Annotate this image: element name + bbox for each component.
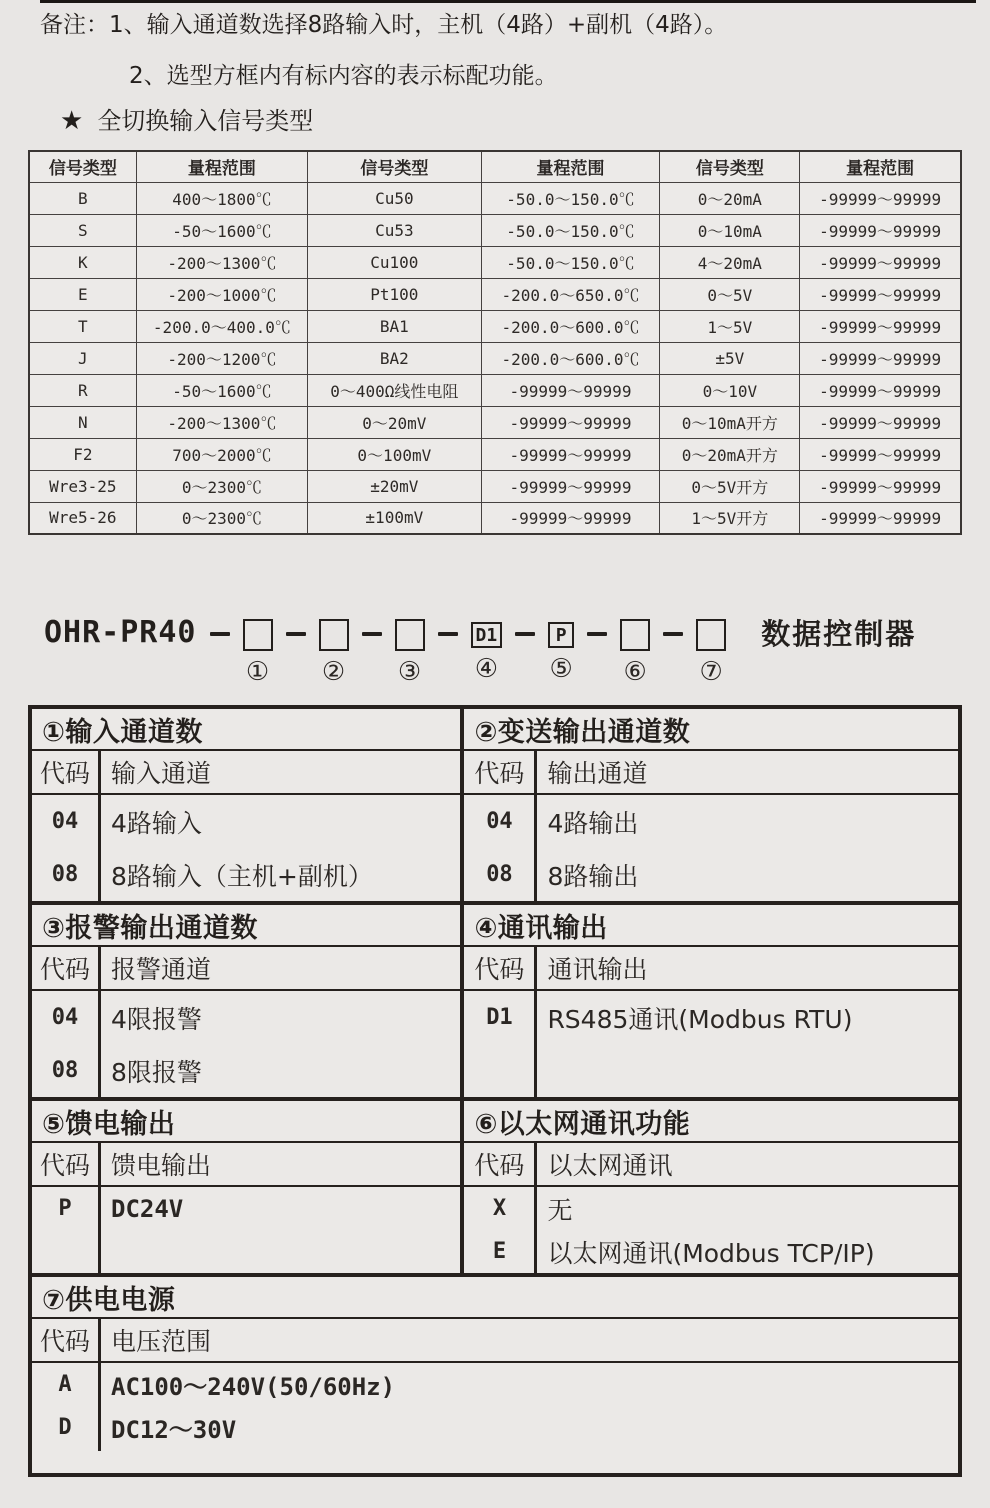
range-cell: -99999～99999: [800, 438, 961, 470]
model-code-slot: [319, 614, 349, 686]
model-code-box: D1: [471, 622, 503, 648]
range-cell: -99999～99999: [800, 374, 961, 406]
signal-type-cell: Cu100: [308, 246, 481, 278]
signal-type-cell: 0～100mV: [308, 438, 481, 470]
model-code-slot: [395, 614, 425, 686]
range-cell: -99999～99999: [800, 278, 961, 310]
option-row: 04 4限报警: [51, 1004, 202, 1034]
signal-type-cell: K: [29, 246, 136, 278]
range-cell: -99999～99999: [800, 342, 961, 374]
range-cell: -200.0～400.0℃: [136, 310, 307, 342]
option-row: 08 8限报警: [51, 1057, 202, 1087]
option-row: D1 RS485通讯(Modbus RTU): [486, 1004, 853, 1034]
signal-type-cell: ±100mV: [308, 502, 481, 534]
range-cell: -200～1300℃: [136, 246, 307, 278]
section-power-supply: [32, 1273, 958, 1451]
signal-table-row: [29, 246, 961, 278]
model-code-box: [243, 619, 273, 651]
signal-type-cell: J: [29, 342, 136, 374]
signal-table-row: [29, 310, 961, 342]
section-title: ④通讯输出: [464, 905, 958, 947]
signal-type-cell: Cu53: [308, 214, 481, 246]
signal-type-cell: 0～20mA开方: [660, 438, 800, 470]
signal-type-cell: ±20mV: [308, 470, 481, 502]
range-cell: -99999～99999: [800, 470, 961, 502]
signal-type-cell: N: [29, 406, 136, 438]
star-icon: ★: [60, 106, 84, 136]
range-cell: -200～1000℃: [136, 278, 307, 310]
signal-type-cell: Wre5-26: [29, 502, 136, 534]
product-name: 数据控制器: [761, 617, 917, 651]
remark-line-1: [40, 6, 727, 39]
section-alarm-output-channels: [32, 901, 464, 1097]
signal-table-row: [29, 406, 961, 438]
slot-index-number: ④: [474, 654, 498, 684]
range-cell: -50.0～150.0℃: [481, 246, 660, 278]
code-column-header: 代码: [39, 759, 90, 788]
range-cell: -99999～99999: [800, 406, 961, 438]
model-code-box: [696, 619, 726, 651]
desc-column-header: 电压范围: [111, 1327, 212, 1356]
signal-type-cell: 0～400Ω线性电阻: [308, 374, 481, 406]
signal-table-row: [29, 278, 961, 310]
range-cell: -99999～99999: [800, 182, 961, 214]
dash-separator: [663, 632, 683, 636]
code-column-header: 代码: [474, 1151, 525, 1180]
model-code-box: [319, 619, 349, 651]
selection-table: [28, 705, 962, 1477]
option-row: X 无: [492, 1195, 573, 1225]
slot-index-number: ⑤: [549, 654, 573, 684]
range-cell: -200～1200℃: [136, 342, 307, 374]
range-cell: -50～1600℃: [136, 374, 307, 406]
range-cell: -99999～99999: [800, 310, 961, 342]
range-cell: -50～1600℃: [136, 214, 307, 246]
ordering-slots: [210, 614, 727, 686]
dash-separator: [286, 632, 306, 636]
model-code-box: [395, 619, 425, 651]
top-divider-line: [40, 0, 976, 3]
option-row: P DC24V: [58, 1194, 184, 1223]
desc-column-header: 报警通道: [111, 955, 212, 984]
signal-type-cell: E: [29, 278, 136, 310]
signal-type-cell: 0～10mA: [660, 214, 800, 246]
signal-type-cell: Wre3-25: [29, 470, 136, 502]
desc-column-header: 通讯输出: [547, 955, 648, 984]
range-cell: -200.0～600.0℃: [481, 342, 660, 374]
col-header-range-3: 量程范围: [800, 151, 961, 182]
section-title: ①输入通道数: [32, 709, 460, 751]
col-header-range-1: 量程范围: [136, 151, 307, 182]
ordering-code-line: [44, 614, 916, 686]
signal-table-body: [29, 182, 961, 534]
range-cell: -200.0～600.0℃: [481, 310, 660, 342]
signal-table-row: [29, 342, 961, 374]
range-cell: -50.0～150.0℃: [481, 214, 660, 246]
signal-type-cell: BA1: [308, 310, 481, 342]
section-feed-power-output: [32, 1097, 464, 1273]
model-code-slot: [548, 614, 574, 686]
signal-type-cell: ±5V: [660, 342, 800, 374]
remarks-block: [40, 6, 727, 90]
signal-table-row: [29, 470, 961, 502]
section-title: ③报警输出通道数: [32, 905, 460, 947]
signal-type-cell: 0～20mA: [660, 182, 800, 214]
range-cell: -99999～99999: [481, 374, 660, 406]
code-column-header: 代码: [474, 955, 525, 984]
dash-separator: [362, 632, 382, 636]
desc-column-header: 以太网通讯: [547, 1151, 673, 1180]
remark-line-2: 2、选型方框内有标内容的表示标配功能。: [129, 63, 558, 89]
range-cell: 400～1800℃: [136, 182, 307, 214]
remark-1-text: 1、输入通道数选择8路输入时，主机（4路）+副机（4路）。: [109, 12, 728, 38]
section-title: ②变送输出通道数: [464, 709, 958, 751]
signal-type-cell: 1～5V: [660, 310, 800, 342]
option-row: 08 8路输入（主机+副机）: [51, 861, 373, 891]
signal-section-title: 全切换输入信号类型: [97, 107, 314, 135]
signal-table-row: [29, 214, 961, 246]
signal-section-heading: [60, 101, 313, 136]
model-code-slot: [620, 614, 650, 686]
range-cell: -99999～99999: [800, 246, 961, 278]
signal-range-table: [28, 150, 962, 535]
signal-type-cell: F2: [29, 438, 136, 470]
signal-table-row: [29, 502, 961, 534]
remarks-label: 备注：: [40, 12, 109, 38]
model-code-slot: [471, 614, 503, 686]
range-cell: -50.0～150.0℃: [481, 182, 660, 214]
slot-index-number: ⑥: [623, 657, 647, 687]
desc-column-header: 馈电输出: [111, 1151, 212, 1180]
signal-type-cell: S: [29, 214, 136, 246]
signal-type-cell: Pt100: [308, 278, 481, 310]
code-column-header: 代码: [474, 759, 525, 788]
dash-separator: [210, 632, 230, 636]
range-cell: -200～1300℃: [136, 406, 307, 438]
option-row: A AC100～240V(50/60Hz): [58, 1372, 396, 1401]
section-title: ⑥以太网通讯功能: [464, 1101, 958, 1143]
code-column-header: 代码: [39, 1151, 90, 1180]
range-cell: 0～2300℃: [136, 470, 307, 502]
option-row: 04 4路输入: [51, 808, 202, 838]
section-title: ⑦供电电源: [32, 1277, 958, 1319]
section-ethernet-communication: [464, 1097, 958, 1273]
signal-type-cell: BA2: [308, 342, 481, 374]
range-cell: 0～2300℃: [136, 502, 307, 534]
section-transmit-output-channels: [464, 709, 958, 901]
signal-type-cell: 0～10V: [660, 374, 800, 406]
option-row: 04 4路输出: [486, 808, 639, 838]
model-code-box: [620, 619, 650, 651]
signal-table-row: [29, 182, 961, 214]
signal-type-cell: 1～5V开方: [660, 502, 800, 534]
signal-table-row: [29, 438, 961, 470]
desc-column-header: 输入通道: [111, 759, 212, 788]
signal-type-cell: 4～20mA: [660, 246, 800, 278]
signal-type-cell: 0～10mA开方: [660, 406, 800, 438]
option-row: 08 8路输出: [486, 861, 639, 891]
signal-type-cell: B: [29, 182, 136, 214]
model-code-box: P: [548, 622, 574, 648]
option-row: E 以太网通讯(Modbus TCP/IP): [492, 1238, 875, 1268]
signal-table-row: [29, 374, 961, 406]
range-cell: -99999～99999: [481, 438, 660, 470]
section-communication-output: [464, 901, 958, 1097]
signal-table-header-row: [29, 151, 961, 182]
option-row: D DC12～30V: [58, 1415, 237, 1444]
signal-type-cell: 0～5V开方: [660, 470, 800, 502]
dash-separator: [515, 632, 535, 636]
model-number: OHR-PR40: [44, 615, 197, 650]
dash-separator: [587, 632, 607, 636]
range-cell: -99999～99999: [800, 214, 961, 246]
col-header-range-2: 量程范围: [481, 151, 660, 182]
section-title: ⑤馈电输出: [32, 1101, 460, 1143]
col-header-signal-type-3: 信号类型: [660, 151, 800, 182]
slot-index-number: ③: [397, 657, 422, 687]
col-header-signal-type-1: 信号类型: [29, 151, 136, 182]
range-cell: -99999～99999: [481, 502, 660, 534]
signal-type-cell: 0～5V: [660, 278, 800, 310]
range-cell: -99999～99999: [800, 502, 961, 534]
range-cell: -200.0～650.0℃: [481, 278, 660, 310]
dash-separator: [438, 632, 458, 636]
section-input-channels: [32, 709, 464, 901]
model-code-slot: [243, 614, 273, 686]
signal-type-cell: 0～20mV: [308, 406, 481, 438]
signal-type-cell: Cu50: [308, 182, 481, 214]
signal-type-cell: T: [29, 310, 136, 342]
range-cell: -99999～99999: [481, 470, 660, 502]
slot-index-number: ②: [321, 657, 346, 687]
code-column-header: 代码: [39, 955, 90, 984]
desc-column-header: 输出通道: [547, 759, 648, 788]
signal-type-cell: R: [29, 374, 136, 406]
range-cell: 700～2000℃: [136, 438, 307, 470]
model-code-slot: [696, 614, 726, 686]
code-column-header: 代码: [39, 1327, 90, 1356]
slot-index-number: ⑦: [699, 657, 723, 687]
slot-index-number: ①: [245, 657, 270, 687]
col-header-signal-type-2: 信号类型: [308, 151, 481, 182]
range-cell: -99999～99999: [481, 406, 660, 438]
